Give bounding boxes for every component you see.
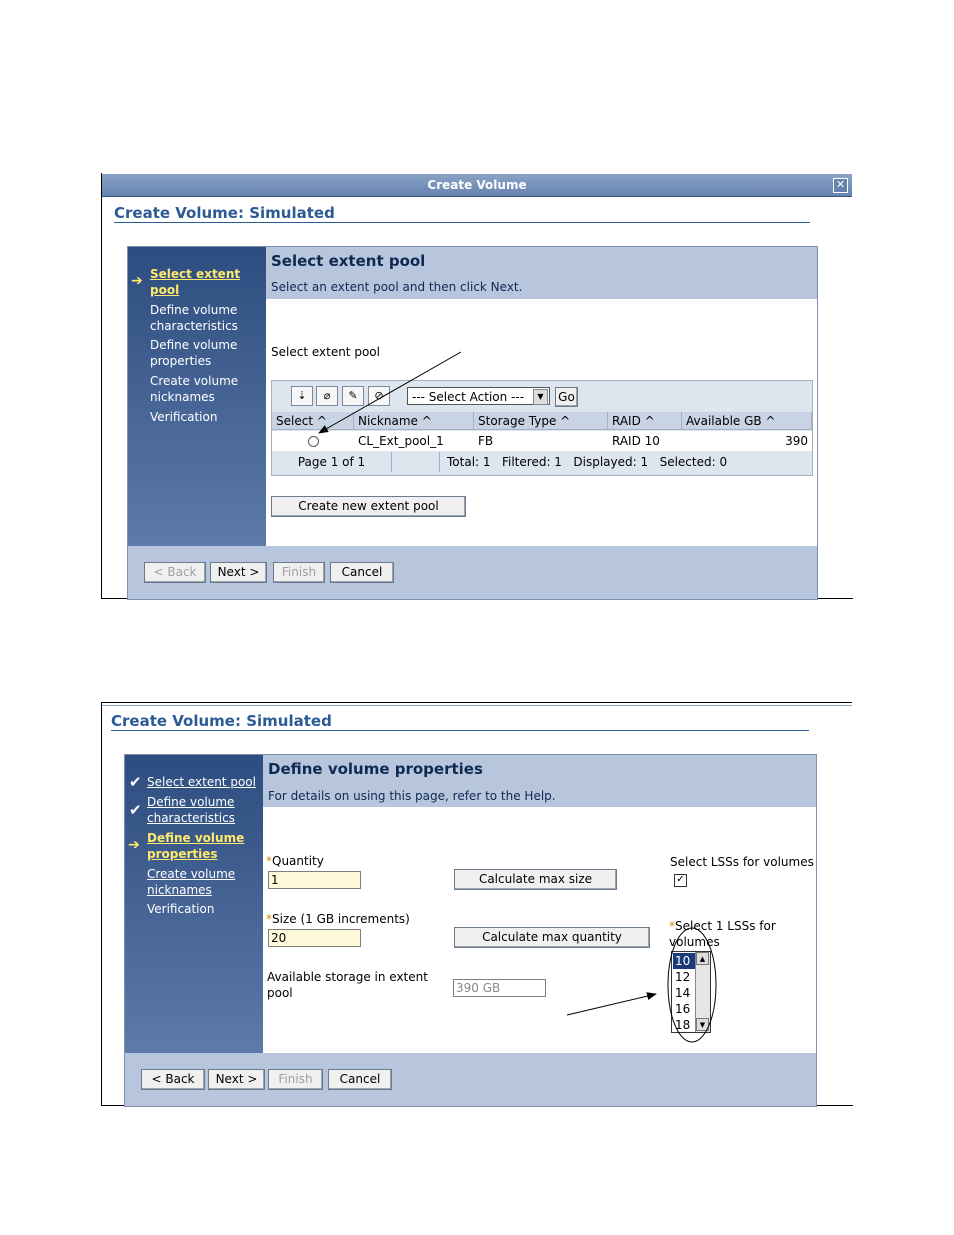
step-define-volume-characteristics[interactable]: Define volume characteristics [147,795,235,825]
pager-counts: Total: 1 Filtered: 1 Displayed: 1 Selected: 0 [447,455,728,469]
step-define-volume-characteristics: Define volume characteristics [150,303,238,333]
cancel-button[interactable]: Cancel [328,1069,392,1090]
content-description: For details on using this page, refer to the Help. [268,789,556,803]
scroll-down-icon[interactable]: ▼ [696,1018,709,1031]
step-select-extent-pool[interactable]: Select extent pool [150,267,241,297]
cell-available-gb: 390 [785,434,808,448]
go-button[interactable]: Go [555,387,578,407]
current-step-arrow-icon: ➔ [131,273,143,289]
calculate-max-quantity-button[interactable]: Calculate max quantity [454,927,650,948]
wizard-footer [125,1053,816,1106]
cell-raid: RAID 10 [612,434,660,448]
step-verification: Verification [147,902,215,916]
list-item[interactable]: 16 [675,1002,691,1016]
size-input[interactable]: 20 [268,929,361,947]
step-create-volume-nicknames: Create volume nicknames [150,374,239,404]
wizard-sidebar [125,755,263,1053]
select-all-icon[interactable]: ⇣ [291,386,313,406]
sort-icon: ^ [421,414,432,428]
heading-divider [114,222,810,223]
close-icon[interactable]: ✕ [833,178,848,193]
clear-sort-icon[interactable]: ⊘ [368,386,390,406]
quantity-input[interactable]: 1 [268,871,361,889]
current-step-arrow-icon: ➔ [128,837,140,853]
chevron-down-icon: ▼ [533,389,548,405]
page-title: Create Volume: Simulated [114,204,335,222]
content-title: Define volume properties [268,760,483,778]
list-item[interactable]: 14 [675,986,691,1000]
col-select[interactable]: Select ^ [272,412,354,430]
cell-storage-type: FB [478,434,494,448]
section-label: Select extent pool [271,345,380,359]
available-storage-field: 390 GB [453,979,546,997]
wizard-sidebar [128,247,266,546]
step-create-volume-nicknames[interactable]: Create volume nicknames [147,867,236,897]
filter-icon[interactable]: ⌀ [316,386,338,406]
col-raid[interactable]: RAID ^ [608,412,682,430]
step-verification: Verification [150,410,218,424]
col-available-gb[interactable]: Available GB ^ [682,412,812,430]
checkmark-icon: ✔ [129,801,142,819]
col-nickname[interactable]: Nickname ^ [354,412,474,430]
content-header [266,247,817,299]
content-header [263,755,816,807]
list-item[interactable]: 10 [673,953,695,969]
window-titlebar [102,174,852,197]
select-action-dropdown[interactable]: --- Select Action --- ▼ [407,387,550,405]
sort-icon: ^ [560,414,571,428]
content-title: Select extent pool [271,252,426,270]
window-title: Create Volume [427,178,527,192]
col-storage-type[interactable]: Storage Type ^ [474,412,608,430]
cancel-button[interactable]: Cancel [330,562,394,583]
heading-divider [111,730,809,731]
lss-list-label: *Select 1 LSSs for volumes [669,919,776,949]
lss-checkbox-label: Select LSSs for volumes [670,855,814,869]
pager-page: Page 1 of 1 [272,452,392,472]
calculate-max-size-button[interactable]: Calculate max size [454,869,617,890]
edit-sort-icon[interactable]: ✎ [342,386,364,406]
quantity-label: *Quantity [266,854,324,868]
available-storage-label: Available storage in extent pool [267,970,428,1000]
sort-icon: ^ [644,414,655,428]
page-title: Create Volume: Simulated [111,712,332,730]
back-button[interactable]: < Back [141,1069,205,1090]
wizard-footer [128,546,817,599]
create-new-extent-pool-button[interactable]: Create new extent pool [271,496,466,517]
content-description: Select an extent pool and then click Next. [271,280,523,294]
scroll-up-icon[interactable]: ▲ [696,952,709,965]
checkmark-icon: ✔ [129,773,142,791]
finish-button[interactable]: Finish [268,1069,323,1090]
step-define-volume-properties: Define volume properties [150,338,238,368]
list-item[interactable]: 18 [675,1018,691,1032]
sort-icon: ^ [765,414,776,428]
step-define-volume-properties[interactable]: Define volume properties [147,831,245,861]
next-button[interactable]: Next > [210,562,267,583]
sort-icon: ^ [316,414,327,428]
next-button[interactable]: Next > [208,1069,265,1090]
size-label: *Size (1 GB increments) [266,912,410,926]
cell-nickname: CL_Ext_pool_1 [358,434,444,448]
back-button[interactable]: < Back [144,562,206,583]
step-select-extent-pool[interactable]: Select extent pool [147,775,256,789]
list-item[interactable]: 12 [675,970,691,984]
annotation-arrow-icon [300,340,480,460]
lss-checkbox[interactable]: ✓ [674,874,687,887]
annotation-ellipse-arrow-icon [560,925,730,1050]
finish-button[interactable]: Finish [273,562,325,583]
